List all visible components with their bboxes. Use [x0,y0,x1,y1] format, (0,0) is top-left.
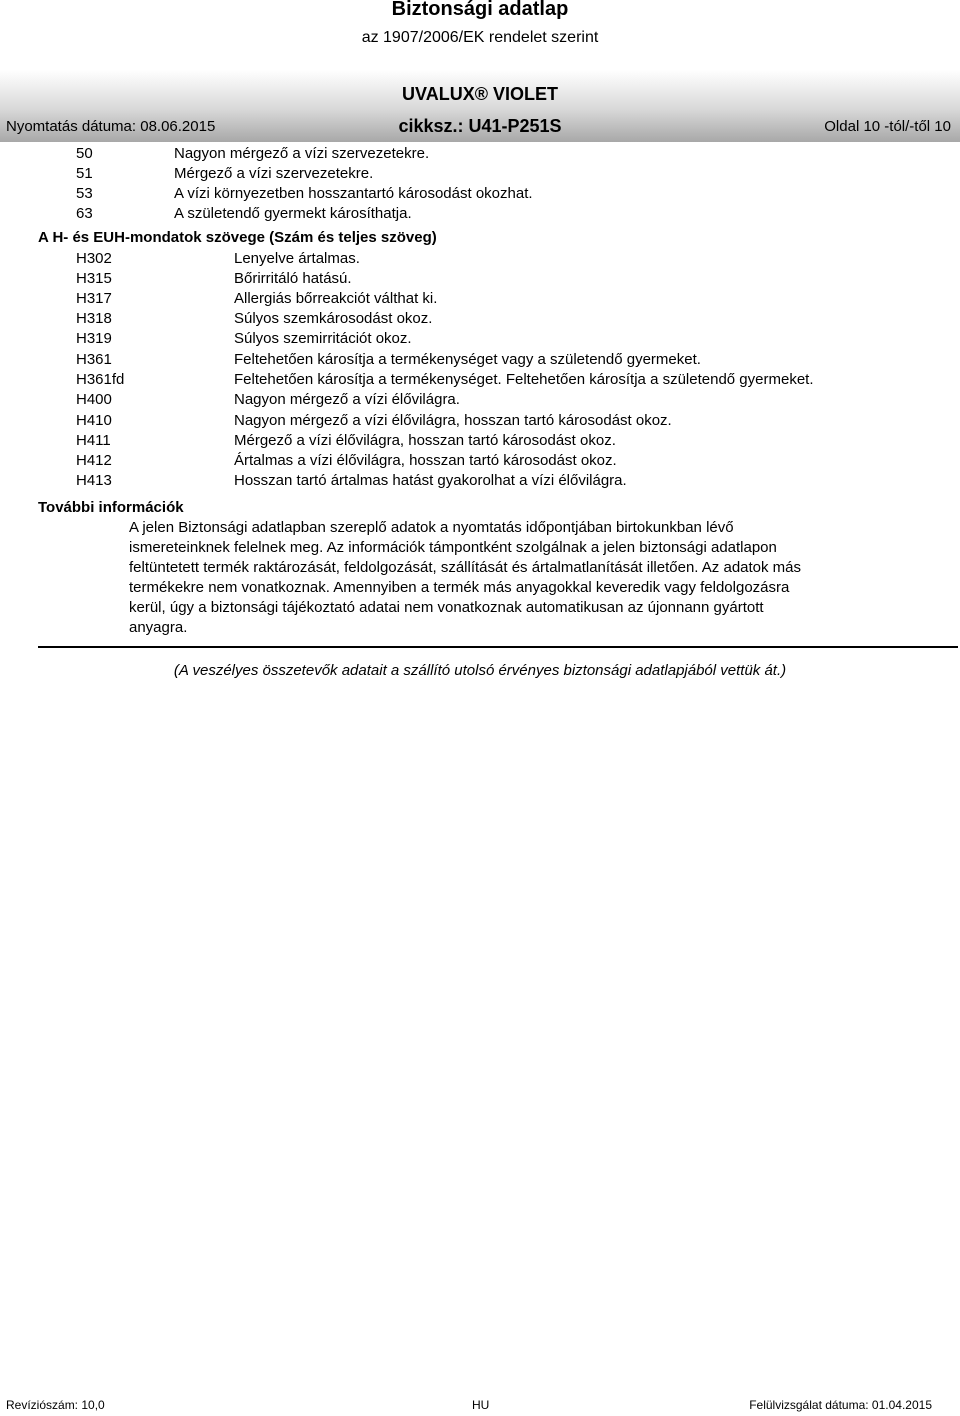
further-info-line: ismereteinknek felelnek meg. Az információk támpontként szolgálnak a jelen biztonsági adatlapon [129,539,777,556]
article-number: cikksz.: U41-P251S [398,116,562,136]
section-divider [38,646,958,648]
h-statement-code: H411 [76,432,111,449]
h-statement-text: Bőrirritáló hatású. [234,270,352,287]
further-info-line: termékekre nem vonatkoznak. Amennyiben a termék más anyagokkal keveredik vagy feldolgozásra [129,579,790,596]
r-phrase-code: 63 [76,205,93,222]
h-statement-code: H318 [76,310,112,327]
h-statement-code: H302 [76,250,112,267]
product-name: UVALUX® VIOLET [402,84,558,104]
page-number: Oldal 10 -tól/-től 10 [824,118,951,135]
footnote: (A veszélyes összetevők adatait a szállító utolsó érvényes biztonsági adatlapjából vettük át.) [173,662,787,679]
h-statement-code: H413 [76,472,112,489]
h-statement-code: H317 [76,290,112,307]
h-statement-code: H410 [76,412,112,429]
h-statement-code: H412 [76,452,112,469]
h-statement-text: Mérgező a vízi élővilágra, hosszan tartó károsodást okoz. [234,432,616,449]
further-info-line: A jelen Biztonsági adatlapban szereplő adatok a nyomtatás időpontjában birtokunkban lévő [129,519,734,536]
document-title: Biztonsági adatlap [391,0,569,20]
h-statement-text: Feltehetően károsítja a termékenységet vagy a születendő gyermeket. [234,351,701,368]
h-statement-code: H361fd [76,371,125,388]
h-statements-heading: A H- és EUH-mondatok szövege (Szám és teljes szöveg) [38,229,437,246]
further-info-line: feltüntetett termék raktározását, feldolgozását, szállítását és ártalmatlanítását illetően. Az adatok más [129,559,802,576]
r-phrase-text: A születendő gyermekt károsíthatja. [174,205,412,222]
h-statement-text: Súlyos szemkárosodást okoz. [234,310,433,327]
h-statement-text: Allergiás bőrreakciót válthat ki. [234,290,438,307]
h-statement-text: Nagyon mérgező a vízi élővilágra. [234,391,460,408]
r-phrase-text: Mérgező a vízi szervezetekre. [174,165,374,182]
h-statement-text: Lenyelve ártalmas. [234,250,360,267]
further-info-line: kerül, úgy a biztonsági tájékoztató adatai nem vonatkoznak automatikusan az újonnann gyártott [129,599,764,616]
document-subtitle: az 1907/2006/EK rendelet szerint [361,29,599,46]
further-info-heading: További információk [38,499,184,516]
further-info-line: anyagra. [129,619,188,636]
language-code: HU [472,1398,490,1412]
revision-number: Revíziószám: 10,0 [6,1398,105,1412]
h-statement-code: H400 [76,391,112,408]
review-date: Felülvizsgálat dátuma: 01.04.2015 [749,1398,932,1412]
h-statement-text: Hosszan tartó ártalmas hatást gyakorolhat a vízi élővilágra. [234,472,627,489]
r-phrase-code: 51 [76,165,93,182]
print-date: Nyomtatás dátuma: 08.06.2015 [6,118,216,135]
h-statement-text: Nagyon mérgező a vízi élővilágra, hosszan tartó károsodást okoz. [234,412,672,429]
h-statement-code: H315 [76,270,112,287]
h-statement-text: Feltehetően károsítja a termékenységet. Feltehetően károsítja a születendő gyermeket. [234,371,814,388]
h-statement-text: Súlyos szemirritációt okoz. [234,330,412,347]
h-statement-code: H361 [76,351,112,368]
h-statement-code: H319 [76,330,112,347]
r-phrase-code: 53 [76,185,93,202]
r-phrase-code: 50 [76,145,93,162]
h-statement-text: Ártalmas a vízi élővilágra, hosszan tartó károsodást okoz. [234,452,617,469]
r-phrase-text: Nagyon mérgező a vízi szervezetekre. [174,145,430,162]
r-phrase-text: A vízi környezetben hosszantartó károsodást okozhat. [174,185,533,202]
